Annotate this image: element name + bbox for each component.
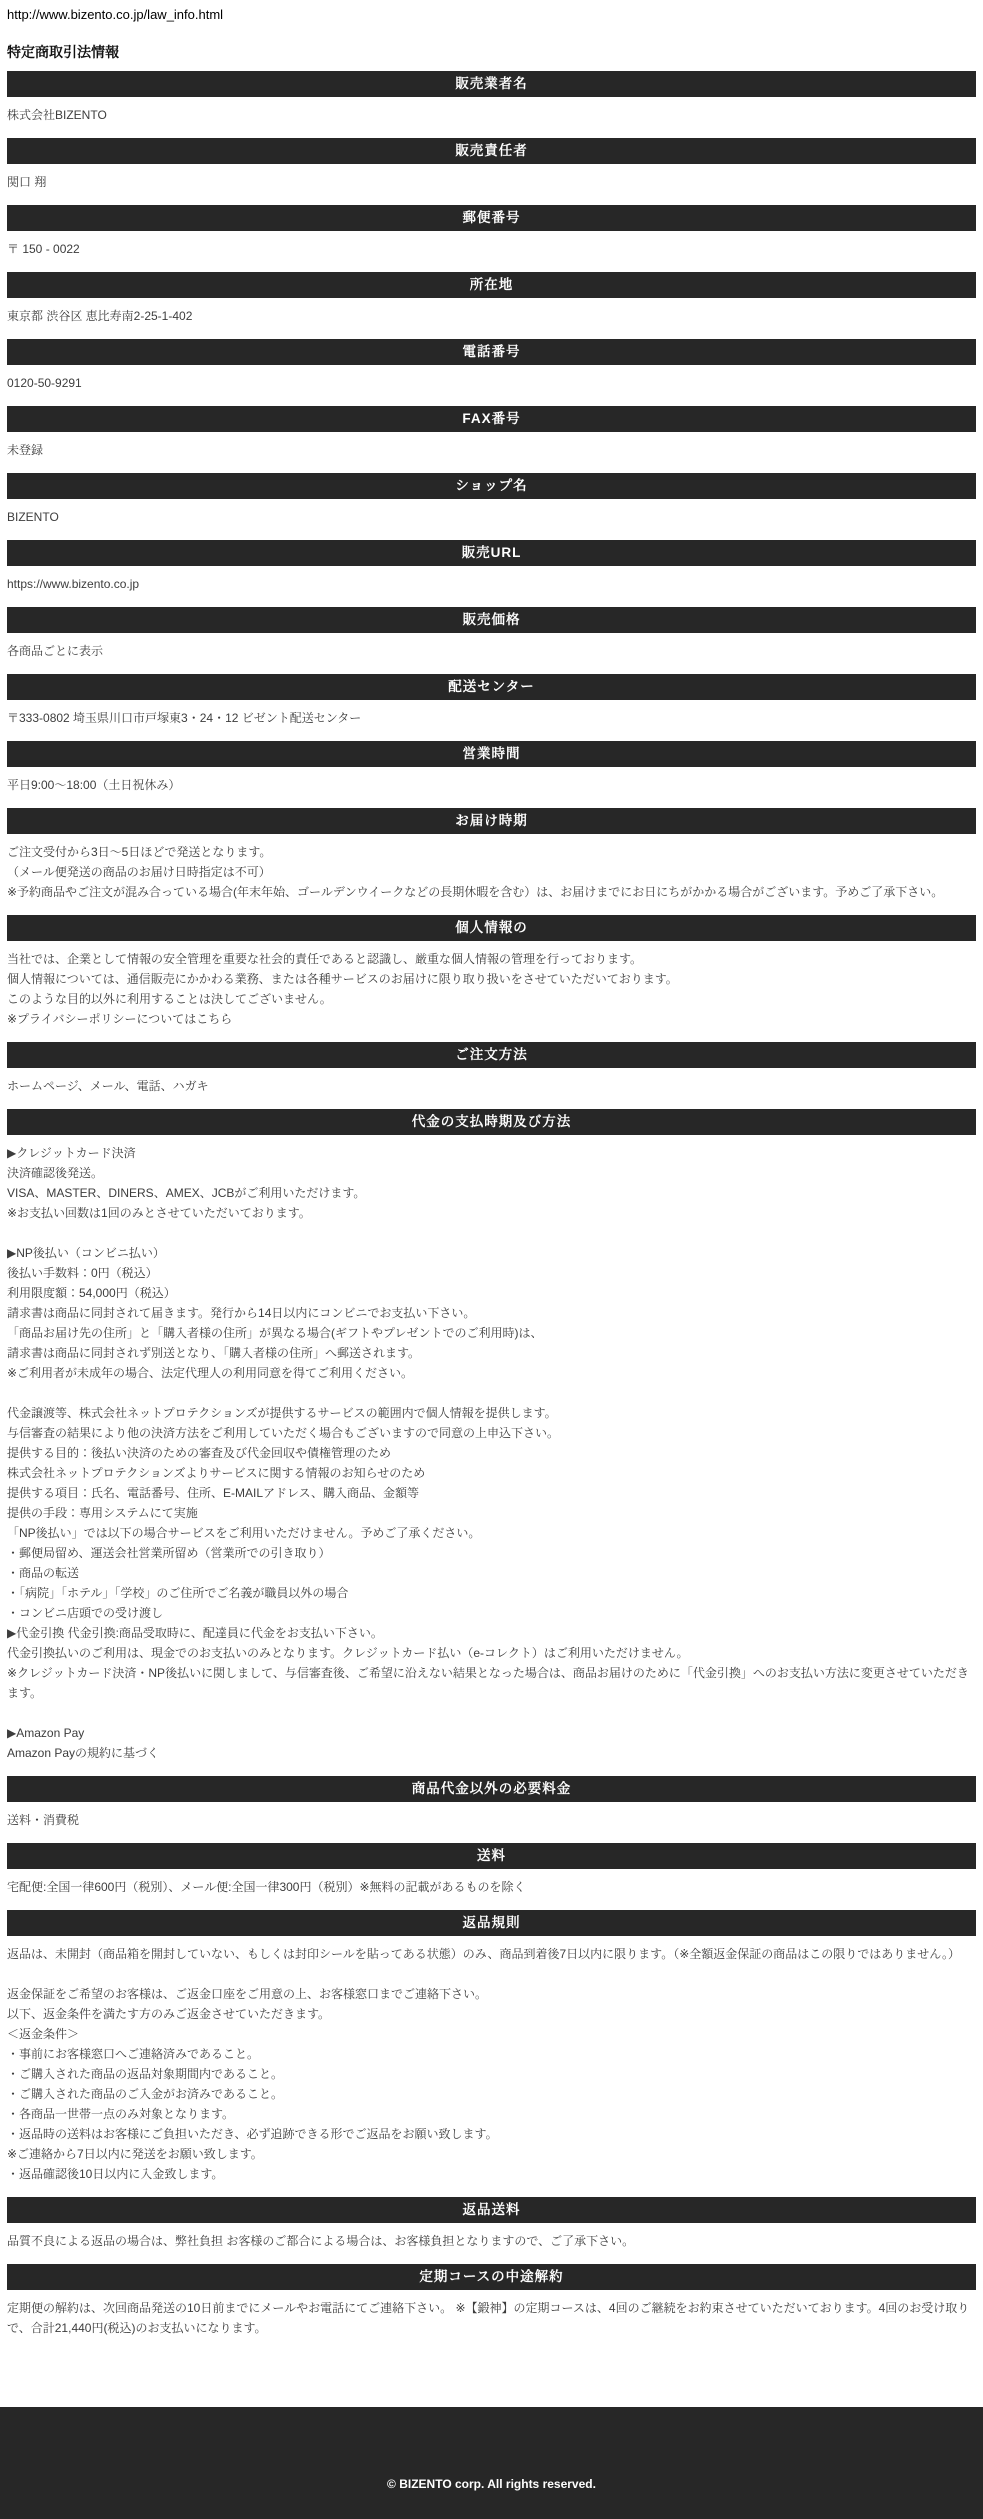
section-body-line: ・ご購入された商品の返品対象期間内であること。 (7, 2067, 284, 2081)
section-body (7, 1068, 976, 1101)
section-header-bar (7, 1042, 976, 1068)
section-header-bar (7, 339, 976, 365)
law-section (7, 71, 976, 130)
section-body-line: ▶代金引換 代金引換:商品受取時に、配達員に代金をお支払い下さい。 (7, 1626, 383, 1640)
section-body-line: ※プライバシーポリシーについてはこちら (7, 1012, 233, 1026)
section-body-line: 株式会社ネットプロテクションズよりサービスに関する情報のお知らせのため (7, 1466, 426, 1480)
section-header-label: FAX番号 (462, 411, 521, 426)
section-body (7, 432, 976, 465)
law-section (7, 1910, 976, 2189)
page-title: 特定商取引法情報 (7, 44, 119, 60)
section-header-label: 送料 (477, 1848, 506, 1863)
section-body-line: ・ご購入された商品のご入金がお済みであること。 (7, 2087, 284, 2101)
section-body-line: ・返品時の送料はお客様にご負担いただき、必ず追跡できる形でご返品をお願い致します。 (7, 2127, 498, 2141)
law-section (7, 741, 976, 800)
section-body-line: 利用限度額：54,000円（税込） (7, 1286, 176, 1300)
section-header-bar (7, 205, 976, 231)
section-body-line: （メール便発送の商品のお届け日時指定は不可） (7, 865, 271, 879)
section-body-line: 代金引換払いのご利用は、現金でのお支払いのみとなります。クレジットカード払い（e-コレクト）はご利用いただけません。 (7, 1646, 689, 1660)
section-body (7, 298, 976, 331)
section-header-label: 配送センター (448, 679, 535, 694)
section-header-label: 所在地 (469, 277, 514, 292)
section-body (7, 97, 976, 130)
section-body (7, 2223, 976, 2256)
section-header-label: 返品規則 (462, 1915, 521, 1930)
section-body-line: 未登録 (7, 443, 44, 457)
section-body-line (7, 1964, 976, 1984)
section-body-line: ※ご連絡から7日以内に発送をお願い致します。 (7, 2147, 263, 2161)
law-section (7, 138, 976, 197)
page-url-text: http://www.bizento.co.jp/law_info.html (7, 7, 224, 22)
section-header-bar (7, 272, 976, 298)
section-body-line: ※ご利用者が未成年の場合、法定代理人の利用同意を得てご利用ください。 (7, 1366, 414, 1380)
section-body (7, 834, 976, 907)
section-header-bar (7, 71, 976, 97)
section-header-bar (7, 473, 976, 499)
section-body-line: ・コンビニ店頭での受け渡し (7, 1606, 164, 1620)
law-section (7, 915, 976, 1034)
section-body-line: 平日9:00〜18:00（土日祝休み） (7, 778, 181, 792)
section-header-bar (7, 540, 976, 566)
section-body-line: ご注文受付から3日〜5日ほどで発送となります。 (7, 845, 272, 859)
section-body-line: 個人情報については、通信販売にかかわる業務、または各種サービスのお届けに限り取り扱いをさせていただいております。 (7, 972, 678, 986)
section-body (7, 1869, 976, 1902)
page-footer (0, 2407, 983, 2519)
section-body-line: 請求書は商品に同封されず別送となり、「購入者様の住所」へ郵送されます。 (7, 1346, 421, 1360)
section-header-bar (7, 1910, 976, 1936)
law-section (7, 272, 976, 331)
section-body (7, 164, 976, 197)
section-body-line: https://www.bizento.co.jp (7, 577, 140, 591)
law-section (7, 339, 976, 398)
section-body (7, 767, 976, 800)
section-body (7, 2290, 976, 2343)
section-body (7, 633, 976, 666)
section-header-bar (7, 138, 976, 164)
law-section (7, 1042, 976, 1101)
section-header-bar (7, 1843, 976, 1869)
section-header-label: 商品代金以外の必要料金 (411, 1781, 572, 1796)
section-body-line (7, 1383, 976, 1403)
section-header-label: 販売価格 (462, 612, 521, 627)
section-body-line: ・「病院」「ホテル」「学校」のご住所でご名義が職員以外の場合 (7, 1586, 349, 1600)
law-section (7, 607, 976, 666)
section-body-line: 〒 150 - 0022 (7, 242, 80, 256)
law-section (7, 205, 976, 264)
section-body (7, 1936, 976, 2189)
section-header-label: ご注文方法 (455, 1047, 528, 1062)
section-body-line: 定期便の解約は、次回商品発送の10日前までにメールやお電話にてご連絡下さい。 ※【鍛神】の定期コースは、4回のご継続をお約束させていただいております。4回のお受け取りで、合計21,440円(税込)のお支払いになります。 (7, 2301, 970, 2335)
law-section (7, 406, 976, 465)
law-info-sections (7, 71, 976, 2343)
section-header-label: 代金の支払時期及び方法 (411, 1114, 572, 1129)
section-body-line: Amazon Payの規約に基づく (7, 1746, 160, 1760)
section-body (7, 566, 976, 599)
law-section (7, 473, 976, 532)
section-body-line: 後払い手数料：0円（税込） (7, 1266, 158, 1280)
section-body-line: ▶クレジットカード決済 (7, 1146, 136, 1160)
section-body-line: ・事前にお客様窓口へご連絡済みであること。 (7, 2047, 260, 2061)
section-body-line: 株式会社BIZENTO (7, 108, 107, 122)
section-header-label: 営業時間 (462, 746, 521, 761)
section-header-label: 郵便番号 (462, 210, 521, 225)
section-header-label: 販売責任者 (455, 143, 528, 158)
section-body-line: VISA、MASTER、DINERS、AMEX、JCBがご利用いただけます。 (7, 1186, 366, 1200)
section-header-bar (7, 607, 976, 633)
section-body-line: 各商品ごとに表示 (7, 644, 104, 658)
section-header-bar (7, 1109, 976, 1135)
law-section (7, 808, 976, 907)
section-body-line: 宅配便:全国一律600円（税別）、メール便:全国一律300円（税別）※無料の記載があるものを除く (7, 1880, 526, 1894)
section-body (7, 499, 976, 532)
section-body-line: 当社では、企業として情報の安全管理を重要な社会的責任であると認識し、厳重な個人情報の管理を行っております。 (7, 952, 643, 966)
section-body (7, 941, 976, 1034)
section-body-line: 以下、返金条件を満たす方のみご返金させていただきます。 (7, 2007, 331, 2021)
section-body-line: ・郵便局留め、運送会社営業所留め（営業所での引き取り） (7, 1546, 331, 1560)
section-header-bar (7, 674, 976, 700)
section-body-line: 送料・消費税 (7, 1813, 80, 1827)
section-body-line: 提供の手段：専用システムにて実施 (7, 1506, 198, 1520)
section-header-bar (7, 2264, 976, 2290)
section-header-label: 個人情報の (455, 920, 528, 935)
section-body-line: ▶NP後払い（コンビニ払い） (7, 1246, 165, 1260)
section-header-bar (7, 741, 976, 767)
section-header-bar (7, 406, 976, 432)
section-header-label: ショップ名 (455, 478, 528, 493)
section-body-line: ホームページ、メール、電話、ハガキ (7, 1079, 209, 1093)
section-body-line: このような目的以外に利用することは決してございません。 (7, 992, 332, 1006)
section-body-line: 請求書は商品に同封されて届きます。発行から14日以内にコンビニでお支払い下さい。 (7, 1306, 476, 1320)
law-section (7, 540, 976, 599)
section-header-label: 返品送料 (462, 2202, 521, 2217)
section-body (7, 1135, 976, 1768)
section-body-line: 〒333-0802 埼玉県川口市戸塚東3・24・12 ビゼント配送センター (7, 711, 362, 725)
section-body-line: ※お支払い回数は1回のみとさせていただいております。 (7, 1206, 311, 1220)
section-body-line: ・返品確認後10日以内に入金致します。 (7, 2167, 224, 2181)
section-header-bar (7, 1776, 976, 1802)
section-body-line: ※予約商品やご注文が混み合っている場合(年末年始、ゴールデンウイークなどの長期休暇を含む）は、お届けまでにお日にちがかかる場合がございます。予めご了承下さい。 (7, 885, 944, 899)
section-body-line: 与信審査の結果により他の決済方法をご利用していただく場合もございますので同意の上申込下さい。 (7, 1426, 560, 1440)
law-section (7, 1109, 976, 1768)
section-body-line: ＜返金条件＞ (7, 2027, 80, 2041)
law-section (7, 1843, 976, 1902)
section-body (7, 365, 976, 398)
section-body-line: ※クレジットカード決済・NP後払いに関しまして、与信審査後、ご希望に沿えない結果となった場合は、商品お届けのために「代金引換」へのお支払い方法に変更させていただきます。 (7, 1666, 969, 1700)
section-body-line: 決済確認後発送。 (7, 1166, 104, 1180)
section-header-bar (7, 808, 976, 834)
section-body-line: 返金保証をご希望のお客様は、ご返金口座をご用意の上、お客様窓口までご連絡下さい。 (7, 1987, 488, 2001)
law-section (7, 674, 976, 733)
section-body-line: ・各商品一世帯一点のみ対象となります。 (7, 2107, 235, 2121)
section-body-line: 0120-50-9291 (7, 376, 82, 390)
section-body-line: 「NP後払い」では以下の場合サービスをご利用いただけません。予めご了承ください。 (7, 1526, 481, 1540)
section-body-line: 東京都 渋谷区 恵比寿南2-25-1-402 (7, 309, 193, 323)
section-body-line (7, 1223, 976, 1243)
section-header-bar (7, 915, 976, 941)
section-header-label: 販売URL (461, 545, 522, 560)
copyright-text: © BIZENTO corp. All rights reserved. (387, 2477, 596, 2491)
section-body-line: 提供する目的：後払い決済のための審査及び代金回収や債権管理のため (7, 1446, 392, 1460)
section-body-line: 返品は、未開封（商品箱を開封していない、もしくは封印シールを貼ってある状態）のみ、商品到着後7日以内に限ります。（※全額返金保証の商品はこの限りではありません。） (7, 1947, 960, 1961)
law-section (7, 1776, 976, 1835)
section-body-line: 関口 翔 (7, 175, 47, 189)
section-body-line: 品質不良による返品の場合は、弊社負担 お客様のご都合による場合は、お客様負担となりますので、ご了承下さい。 (7, 2234, 635, 2248)
section-body (7, 700, 976, 733)
section-header-label: 販売業者名 (455, 76, 528, 91)
section-body-line: 提供する項目：氏名、電話番号、住所、E-MAILアドレス、購入商品、金額等 (7, 1486, 420, 1500)
section-header-label: 電話番号 (462, 344, 521, 359)
section-body-line: 「商品お届け先の住所」と「購入者様の住所」が異なる場合(ギフトやプレゼントでのご利用時)は、 (7, 1326, 543, 1340)
section-body-line: 代金譲渡等、株式会社ネットプロテクションズが提供するサービスの範囲内で個人情報を提供します。 (7, 1406, 557, 1420)
section-body-line: BIZENTO (7, 510, 59, 524)
section-body-line (7, 1703, 976, 1723)
section-header-label: 定期コースの中途解約 (419, 2269, 564, 2284)
law-section (7, 2264, 976, 2343)
section-header-label: お届け時期 (455, 813, 528, 828)
section-body-line: ▶Amazon Pay (7, 1726, 85, 1740)
section-header-bar (7, 2197, 976, 2223)
section-body (7, 231, 976, 264)
section-body (7, 1802, 976, 1835)
section-body-line: ・商品の転送 (7, 1566, 80, 1580)
law-section (7, 2197, 976, 2256)
